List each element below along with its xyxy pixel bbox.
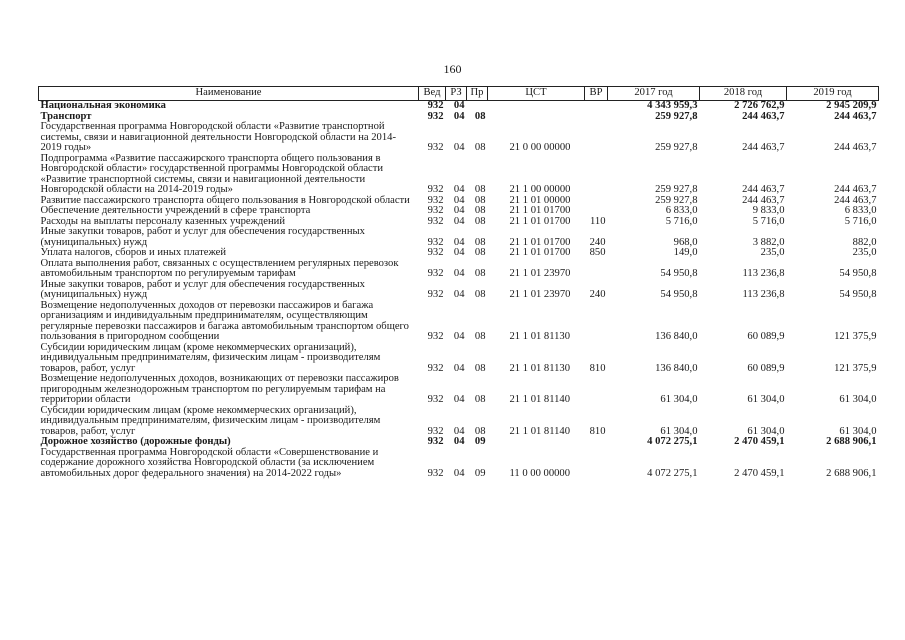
row-rz: 04 <box>453 205 465 216</box>
row-pr: 09 <box>474 467 486 479</box>
table-row <box>39 248 879 259</box>
row-pr: 08 <box>474 110 486 122</box>
row-ved: 932 <box>427 184 444 195</box>
table-row <box>39 259 879 280</box>
row-name: Транспорт <box>40 110 92 122</box>
row-vr <box>585 448 608 480</box>
row-name: Уплата налогов, сборов и иных платежей <box>40 247 227 258</box>
row-2018: 2 726 762,9 <box>734 100 785 111</box>
row-2019: 244 463,7 <box>834 184 877 195</box>
row-2019: 2 688 906,1 <box>826 467 877 479</box>
row-pr: 08 <box>474 247 486 258</box>
row-cst: 21 1 01 81140 <box>509 425 571 437</box>
row-cst: 21 1 01 00000 <box>509 194 571 206</box>
row-vr <box>585 374 608 406</box>
row-name: Государственная программа Новгородской области «Развитие транспортной системы, связи и навигационной деятельности Новгородской области на 2014-2019 годы» <box>40 121 396 153</box>
row-rz: 04 <box>453 289 465 300</box>
row-2018: 244 463,7 <box>742 184 785 195</box>
row-vr <box>585 301 608 343</box>
header-2017: 2017 год <box>608 87 700 101</box>
row-vr <box>585 437 608 448</box>
row-2018: 244 463,7 <box>742 194 785 206</box>
row-2017: 4 072 275,1 <box>647 467 698 479</box>
row-2017: 61 304,0 <box>660 425 698 437</box>
table-row <box>39 227 879 248</box>
row-2019: 2 688 906,1 <box>826 436 877 447</box>
row-name: Иные закупки товаров, работ и услуг для обеспечения государственных (муниципальных) нужд <box>40 226 365 248</box>
row-ved: 932 <box>427 289 444 300</box>
row-vr <box>585 206 608 217</box>
row-2019: 61 304,0 <box>839 394 877 405</box>
row-cst: 21 1 01 81130 <box>509 362 571 374</box>
row-name: Развитие пассажирского транспорта общего пользования в Новгородской области <box>40 194 410 206</box>
row-ved: 932 <box>427 331 444 342</box>
row-vr <box>585 101 608 112</box>
row-rz: 04 <box>453 331 465 342</box>
row-2018: 2 470 459,1 <box>734 436 785 447</box>
row-ved: 932 <box>427 425 444 437</box>
row-cst <box>488 101 585 112</box>
row-2017: 259 927,8 <box>655 194 698 206</box>
table-row <box>39 406 879 438</box>
row-2019: 2 945 209,9 <box>826 100 877 111</box>
row-name: Оплата выполнения работ, связанных с осуществлением регулярных перевозок автомобильным транспортом по регулируемым тарифам <box>40 257 399 279</box>
row-pr: 08 <box>474 362 486 374</box>
row-pr: 09 <box>474 436 486 447</box>
row-ved: 932 <box>427 205 444 216</box>
table-row <box>39 122 879 154</box>
row-name: Подпрограмма «Развитие пассажирского транспорта общего пользования в Новгородской области» государственной программы Новгородской области «Развитие транспортной системы, связи и навигационной деятельности Новгородской области на 2014-2019 годы» <box>40 152 384 195</box>
row-vr <box>585 196 608 207</box>
row-cst: 21 1 01 01700 <box>509 236 571 248</box>
row-pr: 08 <box>474 142 486 153</box>
header-pr: Пр <box>467 87 488 101</box>
row-2017: 54 950,8 <box>660 268 698 279</box>
row-2017: 968,0 <box>673 236 698 248</box>
row-pr: 08 <box>474 425 486 437</box>
row-ved: 932 <box>427 194 444 206</box>
row-cst: 21 1 00 00000 <box>509 184 571 195</box>
row-cst: 21 1 01 01700 <box>509 205 571 216</box>
row-2017: 5 716,0 <box>665 215 698 227</box>
table-row <box>39 343 879 375</box>
row-cst <box>488 112 585 123</box>
header-vr: ВР <box>585 87 608 101</box>
row-rz: 04 <box>453 194 465 206</box>
table-row <box>39 280 879 301</box>
row-ved: 932 <box>427 215 444 227</box>
table-row <box>39 374 879 406</box>
row-2018: 235,0 <box>760 247 785 258</box>
row-2018: 244 463,7 <box>742 142 785 153</box>
row-rz: 04 <box>453 394 465 405</box>
row-ved: 932 <box>427 142 444 153</box>
row-vr <box>585 259 608 280</box>
table-row <box>39 448 879 480</box>
row-rz: 04 <box>453 184 465 195</box>
row-2017: 259 927,8 <box>655 184 698 195</box>
row-ved: 932 <box>427 247 444 258</box>
row-2017: 259 927,8 <box>655 110 698 122</box>
row-2019: 54 950,8 <box>839 268 877 279</box>
row-vr <box>585 122 608 154</box>
row-pr: 08 <box>474 268 486 279</box>
table-row <box>39 206 879 217</box>
header-ved: Вед <box>419 87 446 101</box>
row-2017: 4 072 275,1 <box>647 436 698 447</box>
row-pr: 08 <box>474 184 486 195</box>
row-cst: 21 1 01 81130 <box>509 331 571 342</box>
row-2018: 5 716,0 <box>752 215 785 227</box>
row-vr: 110 <box>590 215 606 227</box>
row-name: Расходы на выплаты персоналу казенных учреждений <box>40 215 285 227</box>
row-rz: 04 <box>453 236 465 248</box>
row-cst: 21 1 01 23970 <box>509 289 571 300</box>
row-ved: 932 <box>427 236 444 248</box>
header-rz: РЗ <box>446 87 467 101</box>
row-name: Государственная программа Новгородской области «Совершенствование и содержание дорожного хозяйства Новгородской области (за исключением автомобильных дорог федерального значения) на 2014-2022 годы» <box>40 446 379 479</box>
budget-table <box>38 86 879 479</box>
page-number: 160 <box>443 62 462 76</box>
row-rz: 04 <box>453 247 465 258</box>
row-pr <box>467 101 488 112</box>
row-cst: 11 0 00 00000 <box>509 467 571 479</box>
row-cst: 21 1 01 01700 <box>509 215 571 227</box>
row-2019: 121 375,9 <box>834 362 877 374</box>
row-rz: 04 <box>453 467 465 479</box>
row-name: Возмещение недополученных доходов, возникающих от перевозки пассажиров пригородным железнодорожным транспортом по регулируемым тарифам на территории области <box>40 373 399 405</box>
row-name: Субсидии юридическим лицам (кроме некоммерческих организаций), индивидуальным предпринимателям, физическим лицам - производителям товаров, работ, услуг <box>40 341 381 374</box>
table-row <box>39 301 879 343</box>
row-2019: 6 833,0 <box>844 205 877 216</box>
row-vr: 850 <box>589 247 606 258</box>
row-vr: 240 <box>589 289 606 300</box>
row-pr: 08 <box>474 215 486 227</box>
row-2018: 9 833,0 <box>752 205 785 216</box>
row-2019: 244 463,7 <box>834 194 877 206</box>
row-2019: 5 716,0 <box>844 215 877 227</box>
table-row <box>39 437 879 448</box>
row-rz: 04 <box>453 436 465 447</box>
row-2018: 244 463,7 <box>742 110 785 122</box>
row-2019: 235,0 <box>852 247 877 258</box>
row-name: Иные закупки товаров, работ и услуг для обеспечения государственных (муниципальных) нужд <box>40 278 365 300</box>
table-row <box>39 154 879 196</box>
row-rz: 04 <box>453 425 465 437</box>
row-ved: 932 <box>427 100 444 111</box>
row-cst <box>488 437 585 448</box>
header-2019: 2019 год <box>787 87 879 101</box>
row-2019: 121 375,9 <box>834 331 877 342</box>
row-ved: 932 <box>427 436 444 447</box>
row-2019: 244 463,7 <box>834 110 877 122</box>
row-rz: 04 <box>453 215 465 227</box>
row-vr: 810 <box>589 362 606 374</box>
row-ved: 932 <box>427 268 444 279</box>
row-2017: 6 833,0 <box>665 205 698 216</box>
row-2018: 60 089,9 <box>747 362 785 374</box>
row-ved: 932 <box>427 362 444 374</box>
row-cst: 21 1 01 23970 <box>509 268 571 279</box>
row-2017: 149,0 <box>673 247 698 258</box>
row-cst: 21 1 01 01700 <box>509 247 571 258</box>
row-vr <box>585 154 608 196</box>
row-pr: 08 <box>474 236 486 248</box>
row-pr: 08 <box>474 394 486 405</box>
row-2019: 61 304,0 <box>839 425 877 437</box>
row-ved: 932 <box>427 467 444 479</box>
row-2018: 61 304,0 <box>747 394 785 405</box>
row-cst: 21 1 01 81140 <box>509 394 571 405</box>
row-2017: 4 343 959,3 <box>647 100 698 111</box>
row-2018: 113 236,8 <box>742 289 785 300</box>
row-pr: 08 <box>474 194 486 206</box>
row-2019: 882,0 <box>852 236 877 248</box>
row-rz: 04 <box>453 362 465 374</box>
row-2019: 244 463,7 <box>834 142 877 153</box>
row-name: Дорожное хозяйство (дорожные фонды) <box>40 436 231 447</box>
row-2018: 2 470 459,1 <box>734 467 785 479</box>
row-cst: 21 0 00 00000 <box>509 142 571 153</box>
table-row <box>39 101 879 112</box>
row-rz: 04 <box>453 142 465 153</box>
row-ved: 932 <box>427 110 444 122</box>
row-pr: 08 <box>474 289 486 300</box>
row-2018: 3 882,0 <box>752 236 785 248</box>
table-header-row <box>39 87 879 101</box>
row-2017: 136 840,0 <box>655 362 698 374</box>
row-rz: 04 <box>453 268 465 279</box>
row-vr: 810 <box>589 425 606 437</box>
row-2018: 60 089,9 <box>747 331 785 342</box>
row-rz: 04 <box>453 110 465 122</box>
row-vr <box>585 112 608 123</box>
row-2017: 61 304,0 <box>660 394 698 405</box>
row-name: Обеспечение деятельности учреждений в сфере транспорта <box>40 205 311 216</box>
row-name: Национальная экономика <box>40 100 166 111</box>
header-cst: ЦСТ <box>488 87 585 101</box>
row-2017: 259 927,8 <box>655 142 698 153</box>
row-name: Субсидии юридическим лицам (кроме некоммерческих организаций), индивидуальным предпринимателям, физическим лицам - производителям товаров, работ, услуг <box>40 404 381 437</box>
row-2017: 136 840,0 <box>655 331 698 342</box>
row-2018: 61 304,0 <box>747 425 785 437</box>
header-2018: 2018 год <box>700 87 787 101</box>
row-2018: 113 236,8 <box>742 268 785 279</box>
row-pr: 08 <box>474 331 486 342</box>
row-rz: 04 <box>453 100 465 111</box>
row-2017: 54 950,8 <box>660 289 698 300</box>
row-vr: 240 <box>589 236 606 248</box>
row-ved: 932 <box>427 394 444 405</box>
row-2019: 54 950,8 <box>839 289 877 300</box>
header-name: Наименование <box>39 87 419 101</box>
row-pr: 08 <box>474 205 486 216</box>
row-name: Возмещение недополученных доходов от перевозки пассажиров и багажа организациям и индивидуальным предпринимателям, осуществляющим регулярные перевозки пассажиров и багажа автомобильным транспортом общего пользования в пригородном сообщении <box>40 299 409 342</box>
